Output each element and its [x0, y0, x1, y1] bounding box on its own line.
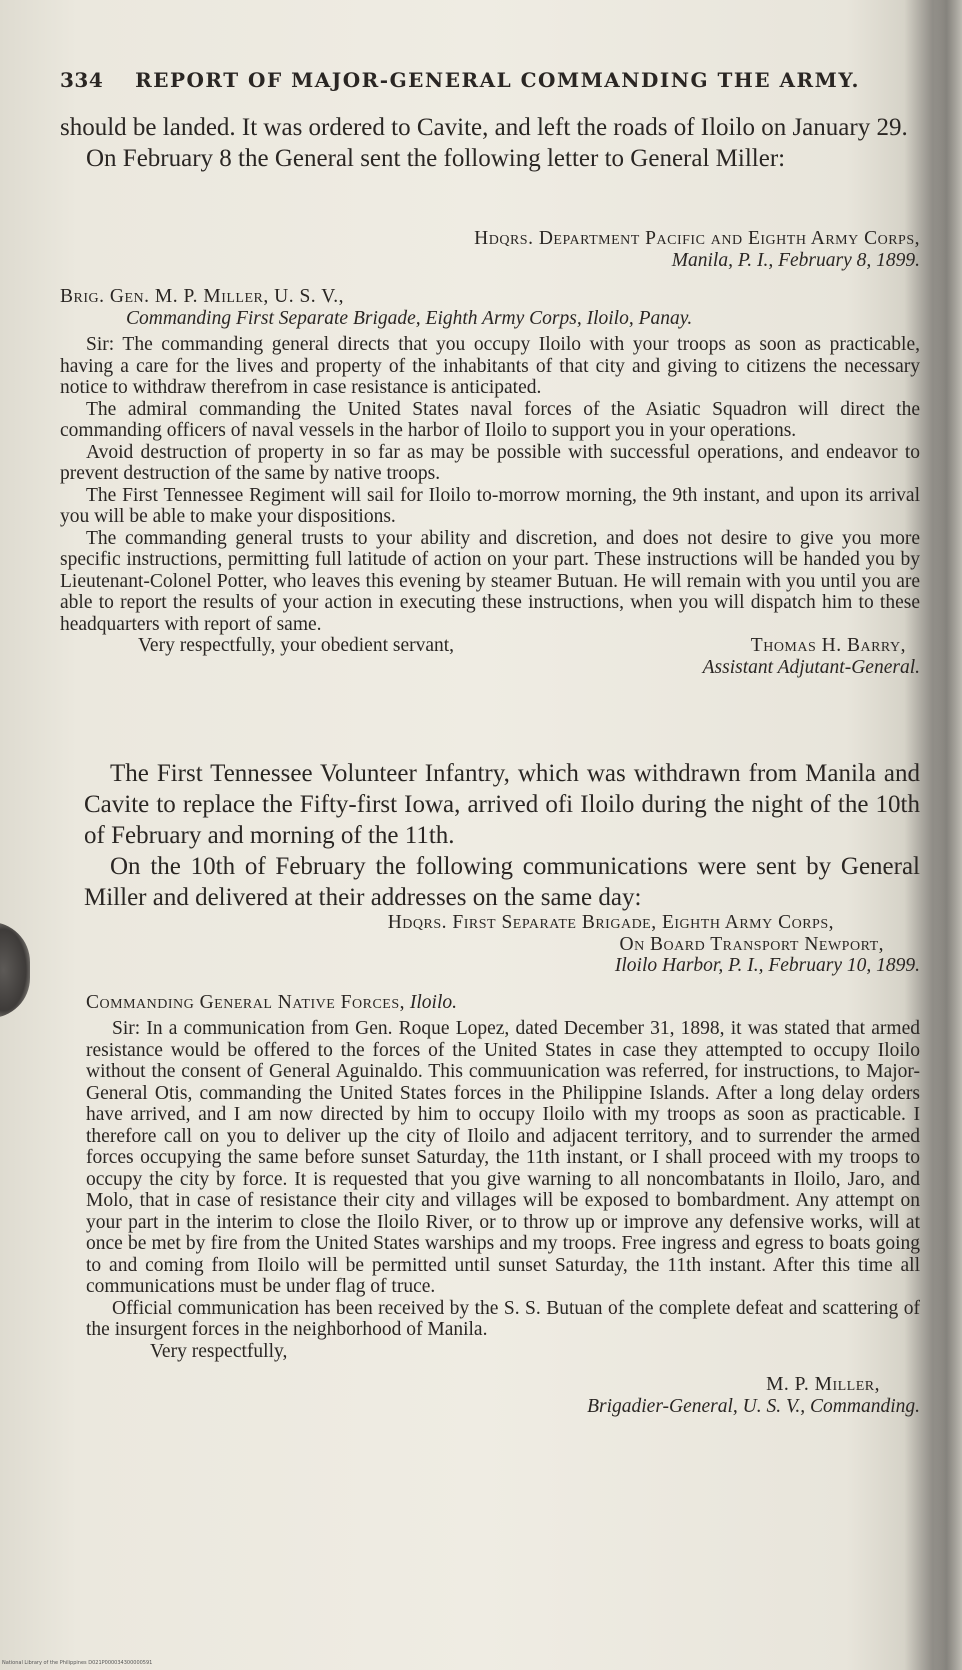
narrative-section — [84, 758, 920, 913]
intro-line-2: On February 8 the General sent the following letter to General Miller: — [86, 145, 786, 172]
letter2-heading — [60, 912, 920, 977]
page-edge-shadow — [934, 0, 962, 1670]
narrative-paragraph-1: The First Tennessee Volunteer Infantry, which was withdrawn from Manila and Cavite to replace the Fifty-first Iowa, arrived ofi Iloilo during the night of the 10th of February and morning of the 11th. — [84, 760, 920, 849]
page-number: 334 — [60, 68, 104, 92]
letter2-body — [86, 1018, 920, 1417]
intro-line-1: should be landed. It was ordered to Cavite, and left the roads of Iloilo on January 29. — [60, 114, 908, 141]
letter2-addressee — [86, 992, 920, 1014]
letter2-addressee-title: Commanding General Native Forces, — [86, 992, 406, 1013]
letter1-signer-title: Assistant Adjutant-General. — [702, 656, 920, 678]
letter1-paragraph: The commanding general trusts to your ability and discretion, and does not desire to give you more specific instructions, permitting full latitude of action on your part. These instructions will be handed you by Lieutenant-Colonel Potter, who leaves this evening by steamer Butuan. He will remain with you until you are able to report the results of your action in executing these instructions, when you will dispatch him to these headquarters with report of same. — [60, 527, 920, 635]
letter2-paragraph: Sir: In a communication from Gen. Roque Lopez, dated December 31, 1898, it was stated that armed resistance would be offered to the forces of the United States in case they attempted to occupy Iloilo without the consent of General Aguinaldo. This commuunication was referred, for instructions, to Major-General Otis, commanding the United States forces in the Philippine Islands. After a long delay orders have arrived, and I am now directed by him to occupy Iloilo with my troops as soon as practicable. I therefore call on you to deliver up the city of Iloilo and adjacent territory, and to surrender the armed forces occupying the same before sunset Saturday, the 11th instant, or I shall proceed with my troops to occupy the city by force. It is requested that you give warning to all noncombatants in Iloilo, Jaro, and Molo, that in case of resistance their city and villages will be exposed to bombardment. Any attempt on your part in the interim to close the Iloilo River, or to throw up or improve any defensive works, will at once be met by fire from the United States warships and my troops. Free ingress and egress to boats going to and coming from Iloilo will be permitted until sunset Saturday, the 11th instant. After this time all communications must be under flag of truce. — [86, 1018, 920, 1297]
letter1-closing: Very respectfully, your obedient servant, — [138, 635, 455, 656]
digitization-footer: National Library of the Philippines D021P000034300000591 — [2, 1660, 153, 1666]
narrative-paragraph-2: On the 10th of February the following communications were sent by General Miller and delivered at their addresses on the same day: — [84, 853, 920, 911]
letter2-addressee-place: Iloilo. — [409, 992, 458, 1013]
letter1-paragraph: The admiral commanding the United States naval forces of the Asiatic Squadron will direct the commanding officers of naval vessels in the harbor of Iloilo to support you in your operations. — [60, 398, 920, 441]
letter2-closing: Very respectfully, — [150, 1340, 288, 1362]
intro-section — [60, 112, 920, 174]
letter2-paragraph: Official communication has been received by the S. S. Butuan of the complete defeat and scattering of the insurgent forces in the neighborhood of Manila. — [86, 1297, 920, 1340]
letter2-heading-line-1: Hdqrs. First Separate Brigade, Eighth Army Corps, — [387, 912, 834, 933]
letter1-addressee-line-1: Brig. Gen. M. P. Miller, U. S. V., — [60, 286, 345, 307]
thumb-shadow — [0, 922, 30, 1018]
letter1-paragraph: Sir: The commanding general directs that you occupy Iloilo with your troops as soon as practicable, having a care for the lives and property of the inhabitants of that city and giving to citizens the necessary notice to withdraw therefrom in case resistance is anticipated. — [60, 334, 920, 398]
letter2-signer-title: Brigadier-General, U. S. V., Commanding. — [587, 1395, 920, 1417]
letter1-signer-name: Thomas H. Barry, — [750, 635, 906, 656]
letter1-heading-line-1: Hdqrs. Department Pacific and Eighth Army Corps, — [474, 228, 920, 249]
letter1-addressee — [60, 286, 920, 329]
running-header — [60, 68, 920, 92]
letter1-paragraph: Avoid destruction of property in so far as may be possible with successful operations, and endeavor to prevent destruction of the same by native troops. — [60, 441, 920, 484]
letter2-heading-line-3: Iloilo Harbor, P. I., February 10, 1899. — [614, 955, 920, 976]
letter1-heading — [60, 228, 920, 271]
running-title: REPORT OF MAJOR-GENERAL COMMANDING THE ARMY. — [135, 68, 860, 92]
letter2-signer-name: M. P. Miller, — [766, 1374, 880, 1395]
letter1-signature-row — [60, 635, 920, 657]
letter1-body — [60, 334, 920, 678]
letter2-heading-line-2: On Board Transport Newport, — [619, 933, 884, 955]
letter1-heading-line-2: Manila, P. I., February 8, 1899. — [671, 249, 920, 271]
letter1-paragraph: The First Tennessee Regiment will sail for Iloilo to-morrow morning, the 9th instant, and upon its arrival you will be able to make your dispositions. — [60, 484, 920, 527]
letter1-addressee-line-2: Commanding First Separate Brigade, Eighth Army Corps, Iloilo, Panay. — [126, 307, 693, 329]
